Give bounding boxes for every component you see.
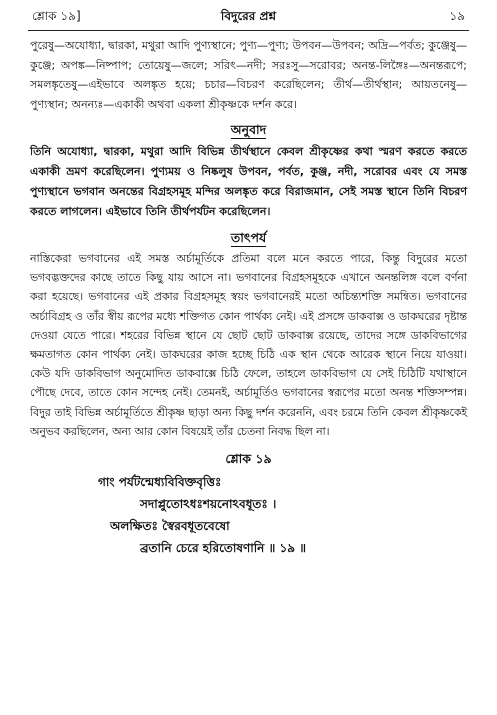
page-body (30, 36, 467, 559)
header-verse-ref: শ্লোক ১৯] (32, 9, 81, 23)
verse-block (30, 449, 467, 559)
header-page-number: ১৯ (449, 9, 465, 23)
verse-line-4: ব্রতানি চেরে হরিতোষণানি ॥ ১৯ ॥ (140, 540, 307, 555)
translation-heading: অনুবাদ (230, 122, 267, 137)
header-rule (28, 30, 469, 31)
synonyms-paragraph: পুরেষু—অযোধ্যা, দ্বারকা, মথুরা আদি পুণ্যস্থানে; পুণ্য—পুণ্য; উপবন—উপবন; অদ্রি—পর্বত; কুঞ্জেষু—কুঞ্জে; অপঙ্ক—নিষ্পাপ; তোয়েষু—জলে; সরিৎ—নদী; সরঃসু—সরোবর; অনন্ত-লিঙ্গৈঃ—অনন্তরূপে; সমলঙ্কৃতেষু—এইভাবে অলঙ্কৃত হয়ে; চচার—বিচরণ করেছিলেন; তীর্থ—তীর্থস্থান; আয়তনেষু—পুণ্যস্থান; অনন্যঃ—একাকী অথবা একলা শ্রীকৃষ্ণকে দর্শন করে। (30, 39, 467, 111)
header-chapter-title: বিদুরের প্রশ্ন (220, 9, 277, 23)
verse-line-3: অলক্ষিতঃ স্বৈরবধূতবেষো (110, 518, 230, 533)
translation-paragraph: তিনি অযোধ্যা, দ্বারকা, মথুরা আদি বিভিন্ন তীর্থস্থানে কেবল শ্রীকৃষ্ণের কথা স্মরণ করতে করতে একাকী ভ্রমণ করেছিলেন। পুণ্যময় ও নিষ্কলুষ উপবন, পর্বত, কুঞ্জ, নদী, সরোবর এবং যে সমস্ত পুণ্যস্থানে ভগবান অনন্তের বিগ্রহসমূহ মন্দির অলঙ্কৃত করে বিরাজমান, সেই সমস্ত স্থানে তিনি বিচরণ করতে লাগলেন। এইভাবে তিনি তীর্থপর্যটন করেছিলেন। (30, 144, 467, 218)
verse-line-1: গাং পর্যটন্মেধ্যবিবিক্তবৃত্তিঃ (98, 474, 222, 489)
verse-title: শ্লোক ১৯ (225, 451, 272, 467)
purport-heading: তাৎপর্য (230, 229, 267, 245)
verse-line-2: সদাপ্লুতোঽধঃশয়নোঽবধূতঃ । (140, 496, 277, 511)
running-header (32, 8, 465, 28)
purport-paragraph: নাস্তিকেরা ভগবানের এই সমস্ত অর্চামূর্তিকে প্রতিমা বলে মনে করতে পারে, কিন্তু বিদুরের মতো ভগবদ্ভক্তদের কাছে তাতে কিছু যায় আসে না। ভগবানের বিগ্রহসমূহকে এখানে অনন্তলিঙ্গ বলে বর্ণনা করা হয়েছে। ভগবানের এই প্রকার বিগ্রহসমূহ স্বয়ং ভগবানেরই মতো অচিন্ত্যশক্তি সমন্বিত। ভগবানের অর্চাবিগ্রহ ও তাঁর স্বীয় রূপের মধ্যে শক্তিগত কোন পার্থক্য নেই। এই প্রসঙ্গে ডাকবাক্স ও ডাকঘরের দৃষ্টান্ত দেওয়া যেতে পারে। শহরের বিভিন্ন স্থানে যে ছোট ছোট ডাকবাক্স রয়েছে, তাদের সঙ্গে ডাকবিভাগের ক্ষমতাগত কোন পার্থক্য নেই। ডাকঘরের কাজ হচ্ছে চিঠি এক স্থান থেকে আরেক স্থানে নিয়ে যাওয়া। কেউ যদি ডাকবিভাগ অনুমোদিত ডাকবাক্সে চিঠি ফেলে, তাহলে ডাকবিভাগ যে সেই চিঠিটি যথাস্থানে পৌছে দেবে, তাতে কোন সন্দেহ নেই। তেমনই, অর্চামূর্তিও ভগবানের স্বরূপের মতো অনন্ত শক্তিসম্পন্ন। বিদুর তাই বিভিন্ন অর্চামূর্তিতে শ্রীকৃষ্ণ ছাড়া অন্য কিছু দর্শন করেননি, এবং চরমে তিনি কেবল শ্রীকৃষ্ণকেই অনুভব করছিলেন, অন্য আর কোন বিষয়েই তাঁর চেতনা নিবদ্ধ ছিল না। (30, 252, 467, 438)
